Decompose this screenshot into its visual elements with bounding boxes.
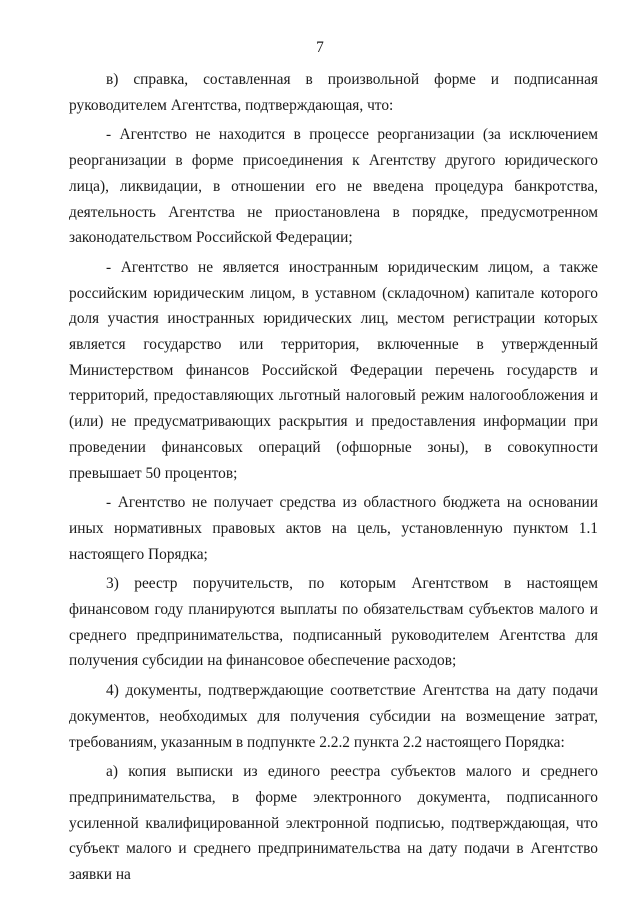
document-body <box>69 67 598 888</box>
page-number: 7 <box>316 39 324 56</box>
paragraph-no-regional-budget-funds: - Агентство не получает средства из областного бюджета на основании иных нормативных правовых актов на цель, установленную пунктом 1.1 настоящего Порядка; <box>69 494 598 563</box>
paragraph-not-foreign-entity: - Агентство не является иностранным юридическим лицом, а также российским юридическим лицом, в уставном (складочном) капитале которого доля участия иностранных юридических лиц, местом регистрации которых является государство или территория, включенные в утвержденный Министерством финансов Российской Федерации перечень государств и территорий, предоставляющих льготный налоговый режим налогообложения и (или) не предусматривающих раскрытия и предоставления информации при проведении финансовых операций (офшорные зоны), в совокупности превышает 50 процентов; <box>69 258 598 482</box>
paragraph-not-reorganized: - Агентство не находится в процессе реорганизации (за исключением реорганизации в форме присоединения к Агентству другого юридического лица), ликвидации, в отношении его не введена процедура банкротства, деятельность Агентства не приостановлена в порядке, предусмотренном законодательством Российской Федерации; <box>69 126 598 247</box>
paragraph-certificate: в) справка, составленная в произвольной форме и подписанная руководителем Агентства, подтверждающая, что: <box>69 71 598 114</box>
paragraph-sme-register-extract: а) копия выписки из единого реестра субъектов малого и среднего предпринимательства, в форме электронного документа, подписанного усиленной квалифицированной электронной подписью, подтверждающая, что субъект малого и среднего предпринимательства на дату подачи в Агентство заявки на <box>69 763 598 884</box>
paragraph-compliance-documents: 4) документы, подтверждающие соответствие Агентства на дату подачи документов, необходимых для получения субсидии на возмещение затрат, требованиям, указанным в подпункте 2.2.2 пункта 2.2 настоящего Порядка: <box>69 682 598 751</box>
paragraph-guarantee-register: 3) реестр поручительств, по которым Агентством в настоящем финансовом году планируются выплаты по обязательствам субъектов малого и среднего предпринимательства, подписанный руководителем Агентства для получения субсидии на финансовое обеспечение расходов; <box>69 575 598 670</box>
